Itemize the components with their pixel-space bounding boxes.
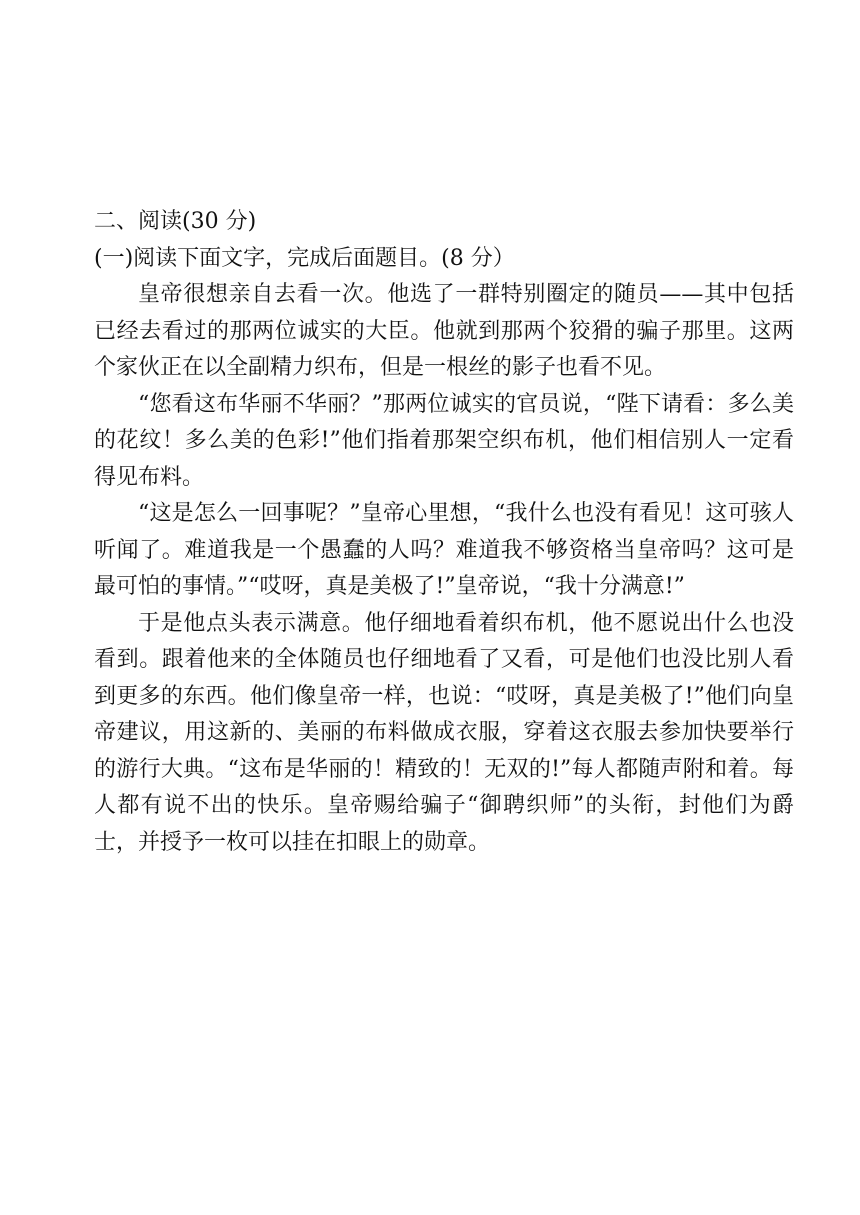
paragraph-4: 于是他点头表示满意。他仔细地看着织布机，他不愿说出什么也没看到。跟着他来的全体随员也仔细地看了又看，可是他们也没比别人看到更多的东西。他们像皇帝一样，也说：“哎呀，真是美极了!”他们向皇帝建议，用这新的、美丽的布料做成衣服，穿着这衣服去参加快要举行的游行大典。“这布是华丽的！精致的！无双的!”每人都随声附和着。每人都有说不出的快乐。皇帝赐给骗子“御聘织师”的头衔，封他们为爵士，并授予一枚可以挂在扣眼上的勋章。 [94,610,794,855]
document-page [94,204,794,861]
paragraph-3: “这是怎么一回事呢？”皇帝心里想，“我什么也没有看见！这可骇人听闻了。难道我是一个愚蠢的人吗？难道我不够资格当皇帝吗？这可是最可怕的事情。”“哎呀，真是美极了!”皇帝说，“我十分满意!” [94,501,794,599]
paragraph-1: 皇帝很想亲自去看一次。他选了一群特别圈定的随员——其中包括已经去看过的那两位诚实的大臣。他就到那两个狡猾的骗子那里。这两个家伙正在以全副精力织布，但是一根丝的影子也看不见。 [94,282,794,380]
subsection-title: (一)阅读下面文字，完成后面题目。(8 分） [94,245,515,271]
paragraph-2: “您看这布华丽不华丽？”那两位诚实的官员说，“陛下请看：多么美的花纹！多么美的色彩!”他们指着那架空织布机，他们相信别人一定看得见布料。 [94,391,794,490]
section-title: 二、阅读(30 分) [94,209,257,234]
